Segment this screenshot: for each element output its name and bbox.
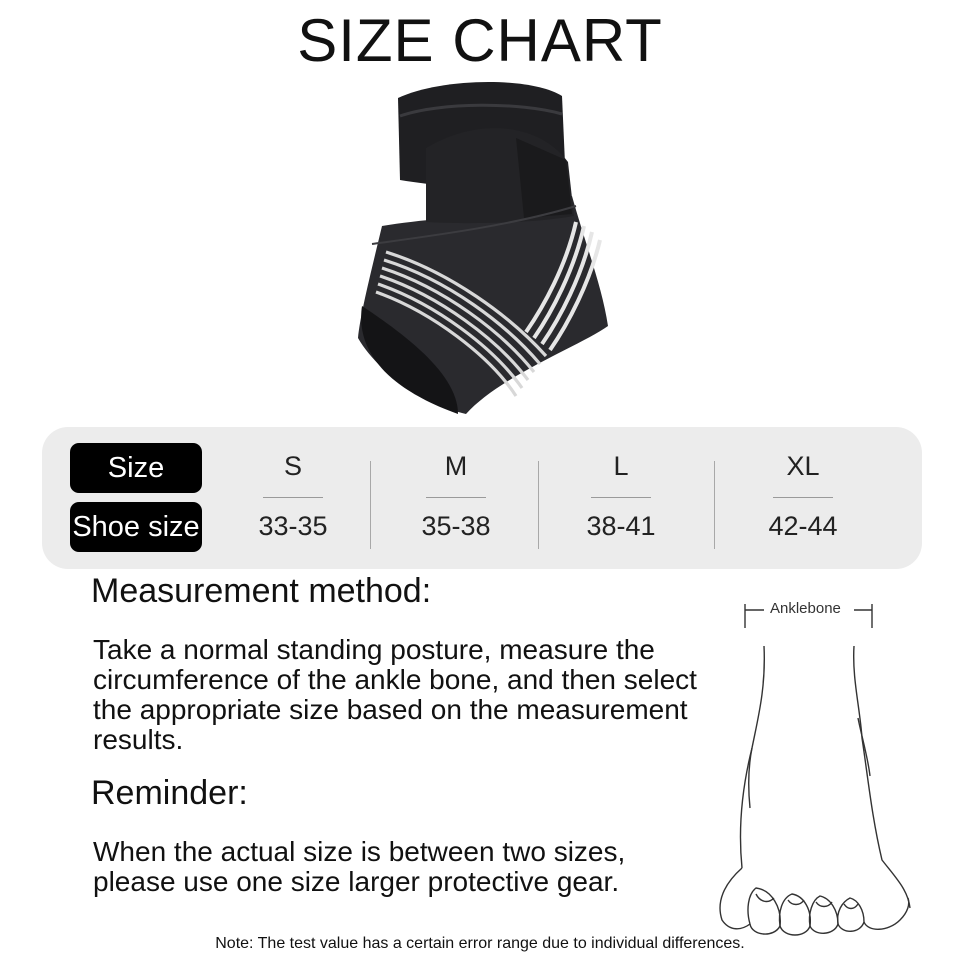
shoe-size-row-label: Shoe size bbox=[70, 502, 202, 552]
divider-line bbox=[426, 497, 486, 498]
divider-line bbox=[263, 497, 323, 498]
column-separator bbox=[538, 461, 539, 549]
ankle-brace-image bbox=[340, 76, 620, 421]
reminder-text: When the actual size is between two sizes, please use one size larger protective gear. bbox=[93, 836, 626, 897]
shoe-size-s: 33-35 bbox=[258, 511, 328, 541]
size-xl: XL bbox=[786, 451, 820, 481]
size-row-label: Size bbox=[70, 443, 202, 493]
divider-line bbox=[591, 497, 651, 498]
measurement-text: Take a normal standing posture, measure the circumference of the ankle bone, and then select the appropriate size based on the measurement results. bbox=[93, 634, 697, 755]
column-separator bbox=[370, 461, 371, 549]
size-table bbox=[42, 427, 922, 569]
footnote: Note: The test value has a certain error range due to individual differences. bbox=[215, 935, 745, 952]
divider-line bbox=[773, 497, 833, 498]
column-separator bbox=[714, 461, 715, 549]
size-m: M bbox=[444, 451, 468, 481]
shoe-size-l: 38-41 bbox=[586, 511, 656, 541]
reminder-heading: Reminder: bbox=[91, 774, 248, 812]
measurement-heading: Measurement method: bbox=[91, 572, 432, 610]
page-title: SIZE CHART bbox=[297, 7, 663, 74]
size-l: L bbox=[613, 451, 629, 481]
size-s: S bbox=[283, 451, 302, 481]
shoe-size-xl: 42-44 bbox=[768, 511, 838, 541]
foot-illustration bbox=[712, 598, 922, 938]
anklebone-label: Anklebone bbox=[770, 600, 841, 617]
shoe-size-m: 35-38 bbox=[421, 511, 491, 541]
